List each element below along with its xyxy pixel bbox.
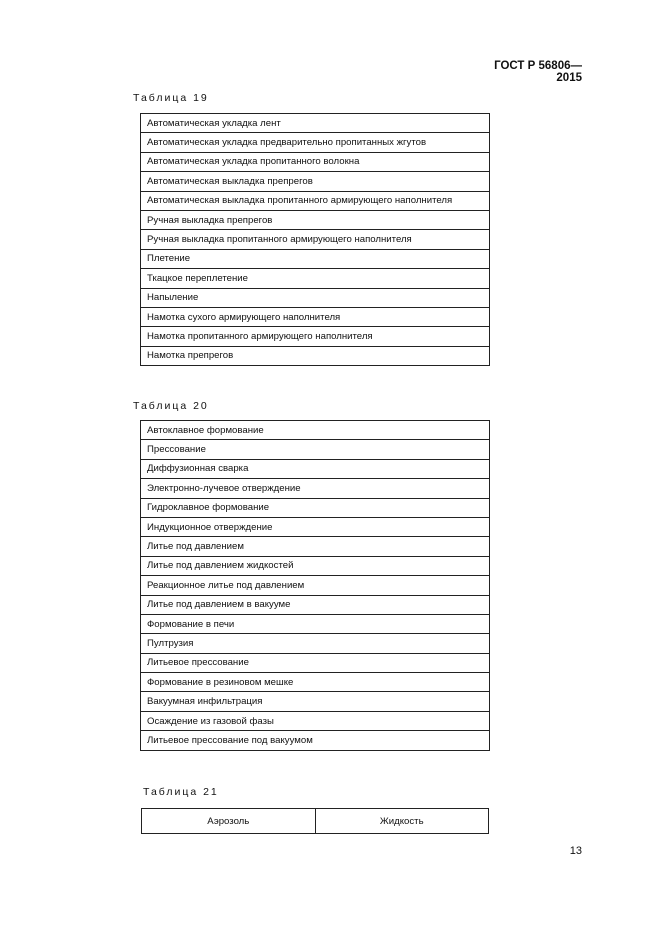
table-row [141,230,490,249]
table-cell: Намотка препрегов [141,346,490,365]
table-row [141,479,490,498]
table-cell: Литьевое прессование под вакуумом [141,731,490,750]
table-row [141,307,490,326]
table-cell: Литье под давлением в вакууме [141,595,490,614]
table-21 [141,808,489,834]
table-row [141,191,490,210]
table-row [141,517,490,536]
table-row [141,634,490,653]
table-row [141,692,490,711]
table-cell: Автоматическая укладка предварительно пропитанных жгутов [141,133,490,152]
table-20 [140,420,490,751]
table-row [141,421,490,440]
table-row [141,249,490,268]
table-row [141,459,490,478]
table-row [141,556,490,575]
table-cell-liquid: Жидкость [315,809,489,834]
table-row [141,152,490,171]
table-cell: Автоматическая выкладка пропитанного армирующего наполнителя [141,191,490,210]
table-row [141,537,490,556]
table-cell: Плетение [141,249,490,268]
table-cell: Прессование [141,440,490,459]
table-row [141,440,490,459]
table-cell: Вакуумная инфильтрация [141,692,490,711]
table-cell: Напыление [141,288,490,307]
table-21-caption: Таблица 21 [143,786,219,798]
table-row [141,269,490,288]
table-19-caption: Таблица 19 [133,92,209,104]
table-row [141,133,490,152]
table-20-caption: Таблица 20 [133,400,209,412]
table-row [141,711,490,730]
table-row [141,653,490,672]
table-cell: Формование в резиновом мешке [141,673,490,692]
table-cell: Формование в печи [141,614,490,633]
table-cell: Литьевое прессование [141,653,490,672]
table-cell: Автоматическая укладка лент [141,114,490,133]
table-cell-aerosol: Аэрозоль [142,809,316,834]
table-cell: Ткацкое переплетение [141,269,490,288]
document-code: ГОСТ Р 56806—2015 [494,60,582,84]
table-row [141,172,490,191]
table-row [141,673,490,692]
table-row [142,809,489,834]
table-cell: Ручная выкладка препрегов [141,210,490,229]
table-cell: Автоматическая укладка пропитанного волокна [141,152,490,171]
table-row [141,498,490,517]
table-row [141,731,490,750]
table-row [141,346,490,365]
table-cell: Намотка сухого армирующего наполнителя [141,307,490,326]
table-row [141,288,490,307]
table-row [141,576,490,595]
table-cell: Электронно-лучевое отверждение [141,479,490,498]
table-row [141,614,490,633]
table-cell: Ручная выкладка пропитанного армирующего наполнителя [141,230,490,249]
table-cell: Гидроклавное формование [141,498,490,517]
table-row [141,114,490,133]
table-row [141,595,490,614]
table-cell: Индукционное отверждение [141,517,490,536]
table-cell: Осаждение из газовой фазы [141,711,490,730]
table-cell: Автоматическая выкладка препрегов [141,172,490,191]
table-cell: Реакционное литье под давлением [141,576,490,595]
page-number: 13 [569,845,582,857]
table-cell: Пултрузия [141,634,490,653]
table-row [141,210,490,229]
table-cell: Автоклавное формование [141,421,490,440]
table-cell: Намотка пропитанного армирующего наполнителя [141,327,490,346]
table-cell: Литье под давлением жидкостей [141,556,490,575]
table-19 [140,113,490,366]
table-cell: Литье под давлением [141,537,490,556]
table-cell: Диффузионная сварка [141,459,490,478]
table-row [141,327,490,346]
